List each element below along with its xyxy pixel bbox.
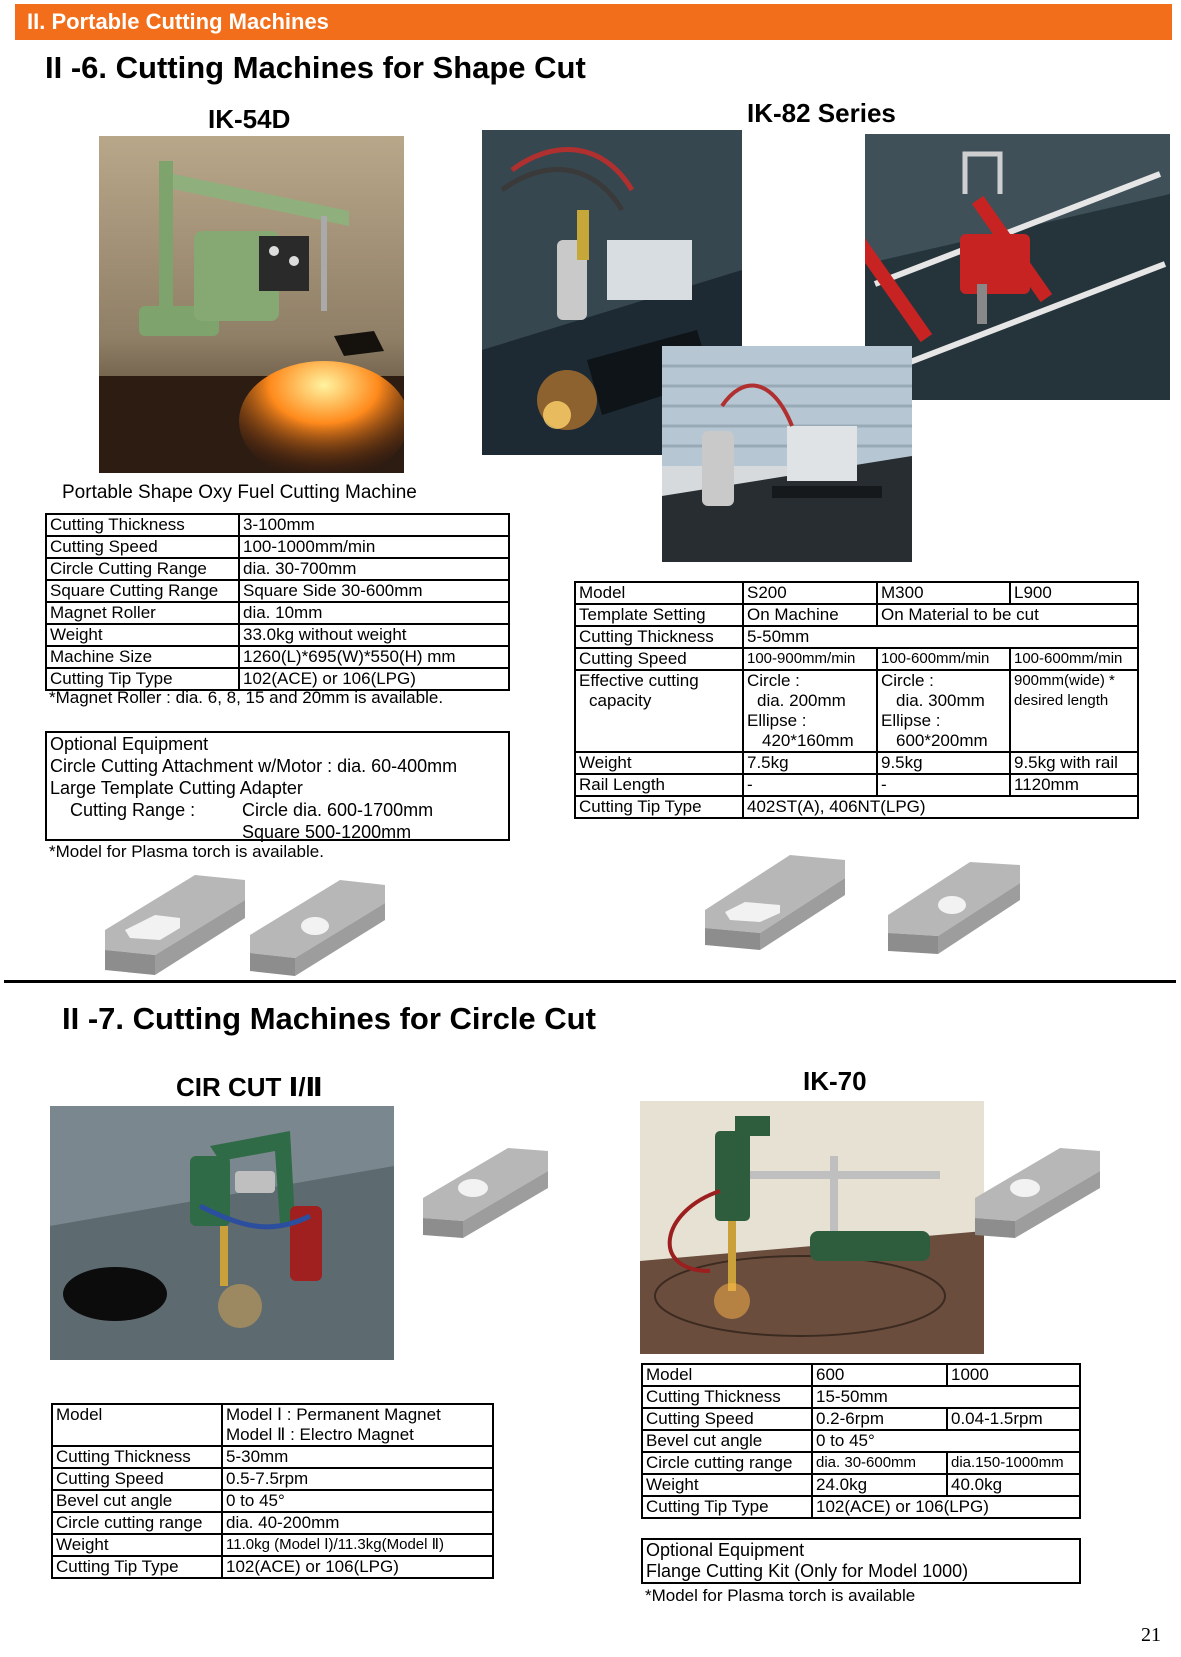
- spec-label: Bevel cut angle: [642, 1430, 812, 1452]
- table-row: [46, 536, 509, 558]
- spec-value: 100-1000mm/min: [239, 536, 509, 558]
- spec-value: 24.0kg: [812, 1474, 947, 1496]
- spec-value: 5-50mm: [743, 626, 1138, 648]
- ik54d-photo: [99, 136, 404, 473]
- table-row: [575, 670, 1138, 752]
- table-row: [52, 1512, 493, 1534]
- model-2: Model Ⅱ : Electro Magnet: [226, 1425, 414, 1444]
- ik82-title: IK-82 Series: [747, 98, 896, 128]
- spec-value: 5-30mm: [222, 1446, 493, 1468]
- optional-title: Optional Equipment: [50, 734, 209, 754]
- ik54d-optional-box: [45, 731, 510, 841]
- spec-label: Cutting Thickness: [642, 1386, 812, 1408]
- ik70-optional-box: [641, 1538, 1081, 1584]
- table-row: [642, 1474, 1080, 1496]
- spec-label: Magnet Roller: [46, 602, 239, 624]
- spec-value: 15-50mm: [812, 1386, 1080, 1408]
- cap-line: 420*160mm: [762, 731, 854, 750]
- spec-value: [222, 1404, 493, 1446]
- circle-cut-plate-left: [418, 1143, 553, 1243]
- table-row: [52, 1404, 493, 1446]
- cap-line: Ellipse :: [747, 711, 807, 730]
- section6-heading: II -6. Cutting Machines for Shape Cut: [45, 50, 586, 85]
- spec-value: dia.150-1000mm: [947, 1452, 1080, 1474]
- spec-value: 1000: [947, 1364, 1080, 1386]
- spec-label: Circle cutting range: [642, 1452, 812, 1474]
- spec-value: 9.5kg: [877, 752, 1010, 774]
- plasma-note: *Model for Plasma torch is available.: [49, 842, 324, 861]
- table-row: [575, 752, 1138, 774]
- cap-line: Ellipse :: [881, 711, 941, 730]
- optional-line: Flange Cutting Kit (Only for Model 1000): [646, 1561, 969, 1581]
- ik82-spec-table: [574, 581, 1139, 819]
- optional-line: Circle Cutting Attachment w/Motor : dia. 60-400mm: [50, 756, 458, 776]
- optional-title: Optional Equipment: [646, 1540, 805, 1560]
- optional-line: Circle dia. 600-1700mm: [242, 800, 434, 820]
- table-row: [46, 646, 509, 668]
- circut-spec-table: [51, 1403, 494, 1579]
- spec-label: Model: [642, 1364, 812, 1386]
- shape-cut-plates-left: [100, 870, 390, 985]
- ik70-photo: [640, 1101, 984, 1354]
- spec-value: 0.04-1.5rpm: [947, 1408, 1080, 1430]
- table-row: [642, 1364, 1080, 1386]
- circut-title: CIR CUT Ⅰ/Ⅱ: [176, 1072, 323, 1102]
- table-row: [46, 514, 509, 536]
- spec-label: Cutting Tip Type: [642, 1496, 812, 1518]
- table-row: [52, 1490, 493, 1512]
- spec-label: Cutting Tip Type: [46, 668, 239, 690]
- spec-label: Template Setting: [575, 604, 743, 626]
- model-s200: S200: [743, 582, 877, 604]
- cap-line: 900mm(wide) *: [1014, 672, 1115, 689]
- spec-value: [743, 670, 877, 752]
- table-row: [46, 580, 509, 602]
- spec-label: Cutting Speed: [642, 1408, 812, 1430]
- spec-value: 0.5-7.5rpm: [222, 1468, 493, 1490]
- cap-line: dia. 200mm: [757, 691, 846, 710]
- spec-value: 100-600mm/min: [1010, 648, 1138, 670]
- spec-value: 100-600mm/min: [877, 648, 1010, 670]
- spec-label: Bevel cut angle: [52, 1490, 222, 1512]
- table-row: [575, 604, 1138, 626]
- table-row: [575, 648, 1138, 670]
- section-divider: [4, 980, 1176, 983]
- spec-value: 33.0kg without weight: [239, 624, 509, 646]
- spec-value: 40.0kg: [947, 1474, 1080, 1496]
- cap-line: Circle :: [747, 671, 800, 690]
- ik82-photo-3: [662, 346, 912, 562]
- table-row: [575, 774, 1138, 796]
- ik70-title: IK-70: [803, 1066, 867, 1096]
- spec-value: 7.5kg: [743, 752, 877, 774]
- spec-value: 1260(L)*695(W)*550(H) mm: [239, 646, 509, 668]
- table-row: [642, 1452, 1080, 1474]
- spec-label: Cutting Tip Type: [52, 1556, 222, 1578]
- optional-line: Cutting Range :: [70, 800, 196, 820]
- spec-value: dia. 10mm: [239, 602, 509, 624]
- table-row: [46, 602, 509, 624]
- table-row: [52, 1534, 493, 1556]
- table-row: [642, 1430, 1080, 1452]
- spec-value: Square Side 30-600mm: [239, 580, 509, 602]
- spec-label: Cutting Thickness: [52, 1446, 222, 1468]
- section7-heading: II -7. Cutting Machines for Circle Cut: [62, 1001, 596, 1036]
- model-1: Model Ⅰ : Permanent Magnet: [226, 1405, 441, 1424]
- spec-label: Circle Cutting Range: [46, 558, 239, 580]
- spec-value: On Machine: [743, 604, 877, 626]
- spec-value: dia. 40-200mm: [222, 1512, 493, 1534]
- spec-value: On Material to be cut: [877, 604, 1138, 626]
- spec-value: 11.0kg (Model Ⅰ)/11.3kg(Model Ⅱ): [222, 1534, 493, 1556]
- spec-value: 3-100mm: [239, 514, 509, 536]
- spec-value: 0.2-6rpm: [812, 1408, 947, 1430]
- spec-label: Weight: [642, 1474, 812, 1496]
- table-row: [46, 558, 509, 580]
- table-row: [575, 582, 1138, 604]
- ik70-spec-table: [641, 1363, 1081, 1519]
- spec-label: Rail Length: [575, 774, 743, 796]
- section-banner: II. Portable Cutting Machines: [15, 4, 1172, 40]
- spec-label: Cutting Tip Type: [575, 796, 743, 818]
- spec-value: 0 to 45°: [812, 1430, 1080, 1452]
- optional-line: Square 500-1200mm: [242, 822, 412, 842]
- table-row: [575, 796, 1138, 818]
- spec-value: 102(ACE) or 106(LPG): [222, 1556, 493, 1578]
- spec-label: Cutting Speed: [46, 536, 239, 558]
- circut-photo: [50, 1106, 394, 1360]
- spec-value: 402ST(A), 406NT(LPG): [743, 796, 1138, 818]
- optional-line: Large Template Cutting Adapter: [50, 778, 303, 798]
- spec-label: Weight: [46, 624, 239, 646]
- spec-value: 102(ACE) or 106(LPG): [812, 1496, 1080, 1518]
- circle-cut-plate-right: [970, 1143, 1105, 1243]
- spec-label: Model: [575, 582, 743, 604]
- table-row: [46, 624, 509, 646]
- spec-value: 600: [812, 1364, 947, 1386]
- table-row: [642, 1496, 1080, 1518]
- table-row: [642, 1386, 1080, 1408]
- spec-label: Cutting Thickness: [46, 514, 239, 536]
- cap-line: desired length: [1014, 692, 1109, 709]
- spec-label: Cutting Speed: [575, 648, 743, 670]
- table-row: [52, 1468, 493, 1490]
- ik70-plasma-note: *Model for Plasma torch is available: [645, 1586, 916, 1605]
- spec-value: 102(ACE) or 106(LPG): [239, 668, 509, 690]
- spec-value: 1120mm: [1010, 774, 1138, 796]
- model-l900: L900: [1010, 582, 1138, 604]
- spec-value: dia. 30-700mm: [239, 558, 509, 580]
- table-row: [575, 626, 1138, 648]
- ik54d-title: IK-54D: [208, 104, 291, 134]
- spec-value: dia. 30-600mm: [812, 1452, 947, 1474]
- spec-label: Cutting Thickness: [575, 626, 743, 648]
- spec-label: Cutting Speed: [52, 1468, 222, 1490]
- spec-value: -: [743, 774, 877, 796]
- cap-line: Circle :: [881, 671, 934, 690]
- capacity-label-1: Effective cutting: [579, 671, 699, 690]
- spec-label: Circle cutting range: [52, 1512, 222, 1534]
- spec-value: 9.5kg with rail: [1010, 752, 1138, 774]
- cap-line: dia. 300mm: [896, 691, 985, 710]
- ik54d-caption: Portable Shape Oxy Fuel Cutting Machine: [62, 482, 417, 503]
- spec-label: Model: [52, 1404, 222, 1446]
- table-row: [52, 1446, 493, 1468]
- spec-label: Weight: [52, 1534, 222, 1556]
- ik54d-spec-table: [45, 513, 510, 691]
- magnet-roller-note: *Magnet Roller : dia. 6, 8, 15 and 20mm is available.: [49, 688, 444, 707]
- spec-value: [1010, 670, 1138, 752]
- table-row: [46, 668, 509, 690]
- cap-line: 600*200mm: [896, 731, 988, 750]
- spec-value: -: [877, 774, 1010, 796]
- spec-label: Machine Size: [46, 646, 239, 668]
- model-m300: M300: [877, 582, 1010, 604]
- page-number: 21: [1141, 1624, 1161, 1646]
- spec-value: 100-900mm/min: [743, 648, 877, 670]
- table-row: [52, 1556, 493, 1578]
- spec-value: [877, 670, 1010, 752]
- capacity-label-2: capacity: [589, 691, 652, 710]
- spec-label: Weight: [575, 752, 743, 774]
- table-row: [642, 1408, 1080, 1430]
- spec-label: Square Cutting Range: [46, 580, 239, 602]
- spec-value: 0 to 45°: [222, 1490, 493, 1512]
- spec-label: [575, 670, 743, 752]
- shape-cut-plates-right: [700, 850, 1030, 965]
